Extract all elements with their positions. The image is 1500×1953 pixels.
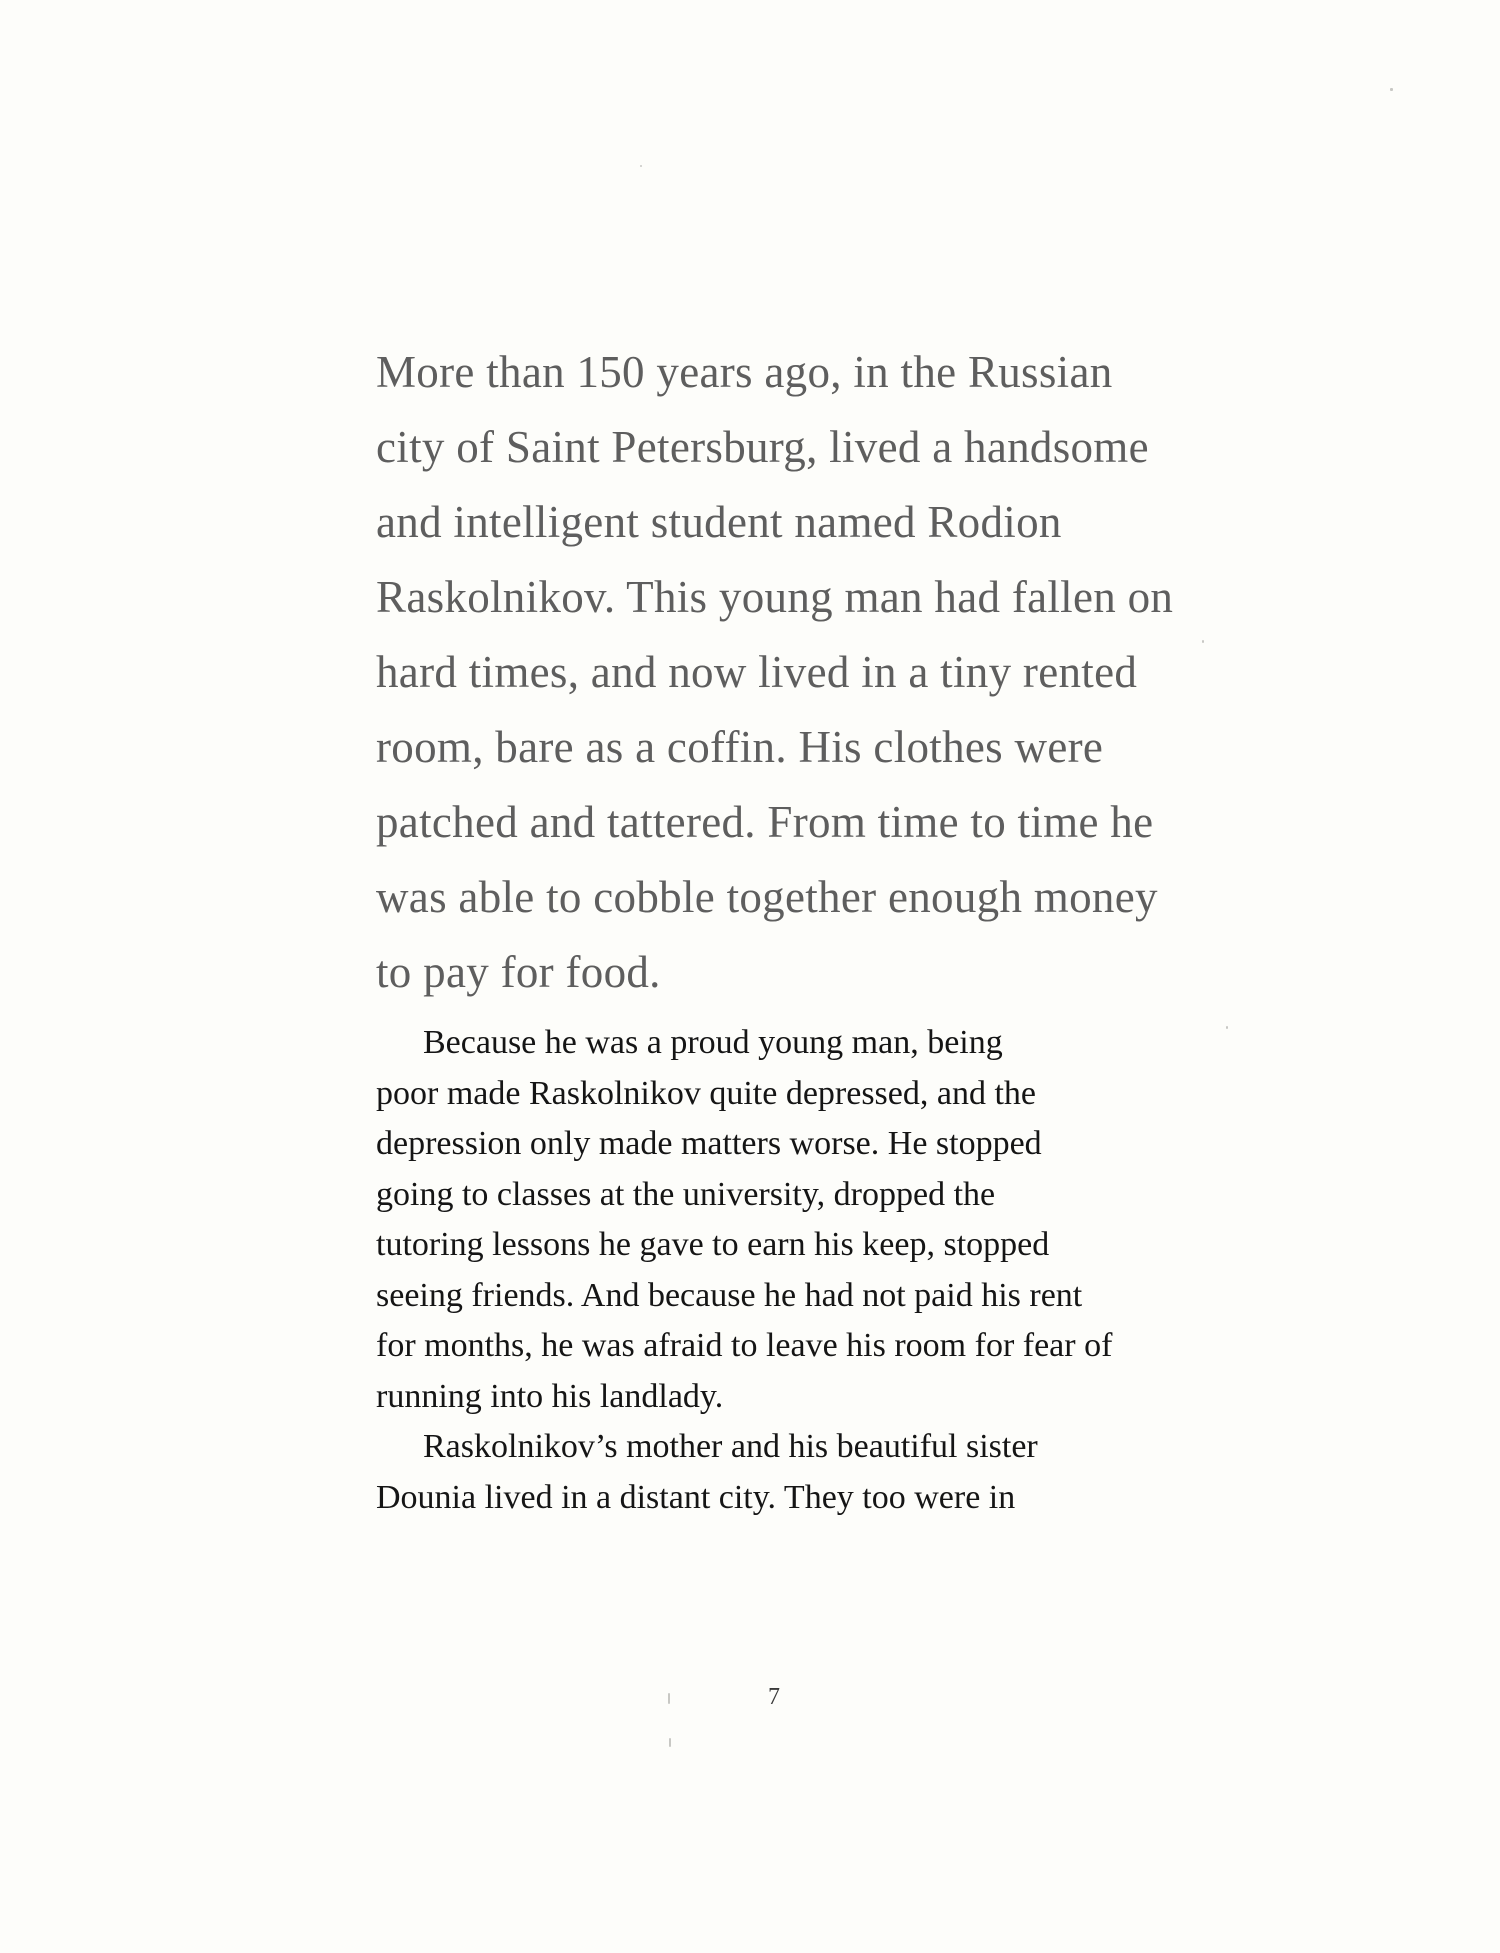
body-line: depression only made matters worse. He stopped [376, 1125, 1042, 1162]
body-line: going to classes at the university, dropped the [376, 1175, 996, 1213]
lead-line: to pay for food. [376, 947, 661, 997]
lead-paragraph [376, 335, 1206, 1010]
body-line: running into his landlady. [376, 1377, 724, 1415]
lead-line: patched and tattered. From time to time he [376, 797, 1154, 847]
lead-line: was able to cobble together enough money [376, 872, 1158, 922]
body-line: Because he was a proud young man, being [423, 1024, 1003, 1061]
body-paragraph-2 [376, 1422, 1206, 1523]
lead-line: and intelligent student named Rodion [376, 497, 1062, 547]
scan-speck [668, 1693, 670, 1704]
lead-line: Raskolnikov. This young man had fallen on [376, 572, 1174, 622]
body-line: for months, he was afraid to leave his room for fear of [376, 1327, 1113, 1364]
body-text [376, 1018, 1206, 1523]
scan-speck [1226, 1026, 1228, 1029]
lead-line: city of Saint Petersburg, lived a handsome [376, 422, 1149, 472]
body-paragraph-1 [376, 1018, 1206, 1422]
lead-line: hard times, and now lived in a tiny rented [376, 647, 1138, 697]
scan-speck [669, 1738, 671, 1747]
body-line: tutoring lessons he gave to earn his keep, stopped [376, 1226, 1050, 1263]
lead-line: More than 150 years ago, in the Russian [376, 347, 1113, 397]
scan-speck [640, 165, 642, 167]
body-line: poor made Raskolnikov quite depressed, and the [376, 1074, 1037, 1112]
page-number: 7 [768, 1684, 780, 1710]
scan-speck [1202, 640, 1204, 643]
scan-speck [1390, 88, 1393, 91]
body-line: Dounia lived in a distant city. They too were in [376, 1478, 1016, 1516]
body-line: seeing friends. And because he had not paid his rent [376, 1276, 1083, 1314]
body-line: Raskolnikov’s mother and his beautiful sister [423, 1428, 1038, 1465]
lead-line: room, bare as a coffin. His clothes were [376, 722, 1104, 772]
